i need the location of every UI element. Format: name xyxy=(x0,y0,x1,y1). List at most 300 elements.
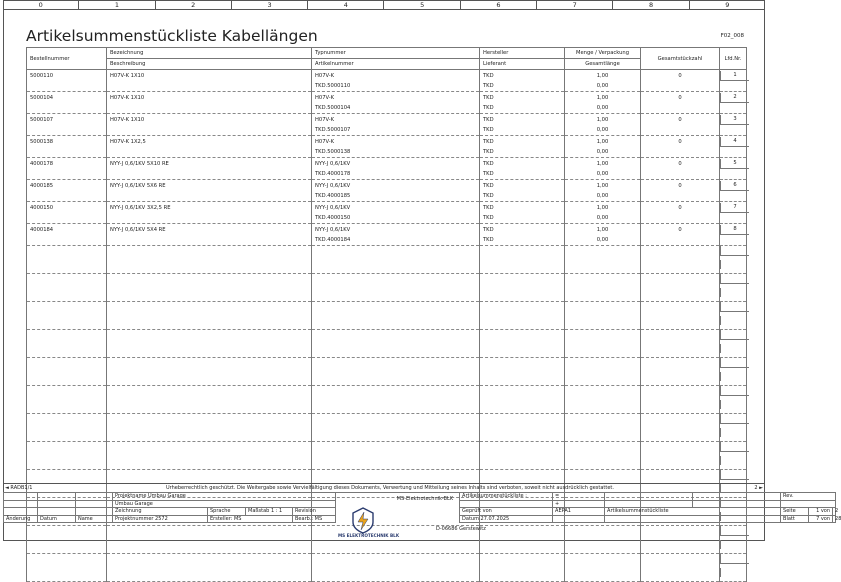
cell-empty xyxy=(107,169,312,180)
cell-empty xyxy=(107,147,312,158)
cell-bestellnummer: 4000150 xyxy=(27,202,107,214)
cell-empty xyxy=(720,316,747,330)
table-row-sub xyxy=(27,191,747,202)
cell-empty xyxy=(107,103,312,114)
cell-hersteller: TKD xyxy=(480,70,565,82)
cell-empty xyxy=(480,260,565,274)
cell-artikelnummer: TKD.5000110 xyxy=(312,81,480,92)
cell-menge: 1,00 xyxy=(565,180,641,192)
company-logo xyxy=(338,506,400,540)
lfdnr-box xyxy=(720,302,749,312)
table-row-sub xyxy=(27,147,747,158)
cell-empty xyxy=(480,540,565,554)
page-title: Artikelsummenstückliste Kabellängen xyxy=(26,27,318,45)
massstab-label: Maßstab 1 : 1 xyxy=(246,508,293,516)
cell-bezeichnung: H07V-K 1X10 xyxy=(107,92,312,104)
cell-empty xyxy=(107,81,312,92)
table-row xyxy=(27,202,747,214)
cell-lfdnr xyxy=(720,224,747,236)
cell-empty xyxy=(312,316,480,330)
cell-empty xyxy=(107,568,312,582)
rev-label: Rev. xyxy=(781,493,836,501)
cell-gesamtlaenge: 0,00 xyxy=(565,103,641,114)
table-row xyxy=(27,158,747,170)
geprueft-label: Geprüft von xyxy=(460,508,553,516)
lfdnr-value: 4 xyxy=(720,137,749,147)
header-hersteller: Hersteller xyxy=(480,48,565,59)
lfdnr-box xyxy=(720,344,749,353)
cell-gesamtlaenge: 0,00 xyxy=(565,169,641,180)
cell-empty xyxy=(480,442,565,457)
cell-empty xyxy=(312,288,480,302)
cell-empty xyxy=(641,428,720,442)
cell-empty xyxy=(641,358,720,373)
ruler-cell: 1 xyxy=(79,0,155,9)
cell-bezeichnung: NYY-J 0,6/1KV 5X10 RE xyxy=(107,158,312,170)
cell-empty xyxy=(312,554,480,569)
cell-empty xyxy=(641,344,720,358)
cell-empty xyxy=(480,344,565,358)
cell-empty xyxy=(565,554,641,569)
name-col-label: Name xyxy=(76,515,113,523)
cell-hersteller: TKD xyxy=(480,224,565,236)
cell-gesamtlaenge: 0,00 xyxy=(565,125,641,136)
cell-empty xyxy=(480,302,565,317)
lfdnr-box xyxy=(720,568,749,577)
cell-empty xyxy=(312,568,480,582)
table-row-sub xyxy=(27,169,747,180)
empty-row xyxy=(27,330,747,345)
cell-empty xyxy=(720,540,747,554)
cell-empty xyxy=(27,260,107,274)
cell-empty xyxy=(720,246,747,261)
lfdnr-value: 3 xyxy=(720,115,749,125)
cell-empty xyxy=(27,456,107,470)
cell-menge: 1,00 xyxy=(565,136,641,148)
blatt-value: 7 von xyxy=(809,515,833,523)
cell-gesamtlaenge: 0,00 xyxy=(565,81,641,92)
cell-empty xyxy=(107,442,312,457)
cell-lfdnr xyxy=(720,70,747,82)
cell-empty xyxy=(480,526,565,541)
cell-empty xyxy=(312,442,480,457)
cell-gesamtstueckzahl: 0 xyxy=(641,158,720,170)
cell-empty xyxy=(107,316,312,330)
logo-text: MS ELEKTROTECHNIK BLK xyxy=(338,533,400,538)
cell-empty xyxy=(720,344,747,358)
cell-empty xyxy=(641,246,720,261)
table-row xyxy=(27,92,747,104)
cell-lieferant: TKD xyxy=(480,213,565,224)
cell-menge: 1,00 xyxy=(565,224,641,236)
empty-row xyxy=(27,372,747,386)
project-name: Projektname Umbau Garage xyxy=(113,493,336,501)
cell-empty xyxy=(720,260,747,274)
lfdnr-box xyxy=(720,386,749,396)
empty-row xyxy=(27,470,747,485)
header-lieferant: Lieferant xyxy=(480,59,565,70)
cell-empty xyxy=(720,302,747,317)
cell-empty xyxy=(312,428,480,442)
cell-artikelnummer: TKD.4000150 xyxy=(312,213,480,224)
cell-empty xyxy=(107,526,312,541)
cell-gesamtstueckzahl: 0 xyxy=(641,70,720,82)
cell-empty xyxy=(565,358,641,373)
ruler-cell: 0 xyxy=(3,0,79,9)
empty-row xyxy=(27,316,747,330)
prev-page-link[interactable]: ◄ RADB1/1 xyxy=(5,485,33,491)
cell-gesamtlaenge: 0,00 xyxy=(565,235,641,246)
empty-row xyxy=(27,414,747,429)
cell-empty xyxy=(641,147,720,158)
cell-empty xyxy=(565,526,641,541)
table-row xyxy=(27,180,747,192)
cell-empty xyxy=(27,147,107,158)
cell-empty xyxy=(480,400,565,414)
cell-lfdnr xyxy=(720,136,747,148)
header-bezeichnung: Bezeichnung xyxy=(107,48,312,59)
cell-empty xyxy=(480,456,565,470)
cell-empty xyxy=(720,103,747,114)
cell-empty xyxy=(720,568,747,582)
cell-empty xyxy=(565,246,641,261)
aepa-value: AEPA1 xyxy=(553,508,605,516)
cell-empty xyxy=(720,372,747,386)
cell-empty xyxy=(107,400,312,414)
cell-empty xyxy=(641,169,720,180)
table-row-sub xyxy=(27,103,747,114)
cell-empty xyxy=(27,386,107,401)
cell-lieferant: TKD xyxy=(480,81,565,92)
empty-row xyxy=(27,400,747,414)
cell-lfdnr xyxy=(720,92,747,104)
cell-hersteller: TKD xyxy=(480,114,565,126)
lfdnr-box xyxy=(720,274,749,284)
cell-empty xyxy=(27,246,107,261)
ruler-cell: 6 xyxy=(461,0,537,9)
cell-artikelnummer: TKD.4000184 xyxy=(312,235,480,246)
cell-empty xyxy=(641,386,720,401)
cell-bestellnummer: 4000184 xyxy=(27,224,107,236)
cell-empty xyxy=(720,470,747,485)
empty-row xyxy=(27,554,747,569)
cell-hersteller: TKD xyxy=(480,202,565,214)
cell-empty xyxy=(480,358,565,373)
cell-empty xyxy=(720,386,747,401)
cell-empty xyxy=(312,358,480,373)
cell-empty xyxy=(107,125,312,136)
cell-menge: 1,00 xyxy=(565,202,641,214)
lfdnr-box xyxy=(720,442,749,452)
cell-bestellnummer: 5000138 xyxy=(27,136,107,148)
cell-empty xyxy=(107,213,312,224)
cell-empty xyxy=(312,302,480,317)
cell-empty xyxy=(107,554,312,569)
cell-empty xyxy=(641,302,720,317)
header-lfdnr: Lfd.Nr. xyxy=(720,48,747,70)
cell-artikelnummer: TKD.4000178 xyxy=(312,169,480,180)
empty-row xyxy=(27,260,747,274)
empty-row xyxy=(27,358,747,373)
empty-row xyxy=(27,246,747,261)
lfdnr-box xyxy=(720,526,749,536)
cell-typnummer: H07V-K xyxy=(312,70,480,82)
cell-hersteller: TKD xyxy=(480,158,565,170)
cell-lieferant: TKD xyxy=(480,191,565,202)
lfdnr-box xyxy=(720,358,749,368)
cell-lieferant: TKD xyxy=(480,103,565,114)
seite-total: 2 xyxy=(833,508,836,516)
cell-empty xyxy=(720,330,747,345)
table-row-sub xyxy=(27,235,747,246)
cell-gesamtstueckzahl: 0 xyxy=(641,92,720,104)
table-header-row-2 xyxy=(27,59,747,70)
cell-empty xyxy=(720,456,747,470)
cell-empty xyxy=(641,470,720,485)
cell-empty xyxy=(27,330,107,345)
cell-empty xyxy=(565,302,641,317)
cell-empty xyxy=(720,81,747,92)
sprache-label: Sprache xyxy=(208,508,246,516)
cell-empty xyxy=(27,235,107,246)
cell-lieferant: TKD xyxy=(480,125,565,136)
cell-empty xyxy=(312,344,480,358)
empty-row xyxy=(27,540,747,554)
cell-empty xyxy=(720,125,747,136)
cell-typnummer: NYY-J 0,6/1KV xyxy=(312,158,480,170)
artikel-sum: Artikelsummenstückliste xyxy=(605,508,781,516)
header-gesamtstueckzahl: Gesamtstückzahl xyxy=(641,48,720,70)
lfdnr-value: 8 xyxy=(720,225,749,235)
cell-bestellnummer: 5000107 xyxy=(27,114,107,126)
company-address: D-06686 Gerstewitz xyxy=(436,526,486,532)
cell-empty xyxy=(107,372,312,386)
header-menge: Menge / Verpackung xyxy=(565,48,641,59)
cell-empty xyxy=(641,81,720,92)
cell-empty xyxy=(480,386,565,401)
ersteller: Ersteller: MS xyxy=(208,515,293,523)
aenderung-label: Änderung xyxy=(4,515,38,523)
seite-label: Seite xyxy=(781,508,809,516)
cell-empty xyxy=(565,386,641,401)
cell-empty xyxy=(480,316,565,330)
cell-empty xyxy=(720,288,747,302)
lfdnr-box xyxy=(720,288,749,297)
cell-empty xyxy=(565,344,641,358)
cell-empty xyxy=(107,246,312,261)
cell-hersteller: TKD xyxy=(480,136,565,148)
header-artikelnummer: Artikelnummer xyxy=(312,59,480,70)
project-sub: Umbau Garage xyxy=(113,500,336,508)
cell-gesamtlaenge: 0,00 xyxy=(565,147,641,158)
cell-empty xyxy=(641,330,720,345)
cell-artikelnummer: TKD.4000185 xyxy=(312,191,480,202)
zeichnung-label: Zeichnung xyxy=(113,508,208,516)
header-bestellnummer: Bestellnummer xyxy=(27,48,107,70)
lfdnr-value: 5 xyxy=(720,159,749,169)
cell-empty xyxy=(641,103,720,114)
cell-bezeichnung: NYY-J 0,6/1KV 5X4 RE xyxy=(107,224,312,236)
table-row xyxy=(27,224,747,236)
empty-row xyxy=(27,274,747,289)
header-gesamtlaenge: Gesamtlänge xyxy=(565,59,641,70)
cell-empty xyxy=(480,246,565,261)
cell-empty xyxy=(312,414,480,429)
cell-empty xyxy=(565,316,641,330)
cell-empty xyxy=(565,330,641,345)
empty-row xyxy=(27,456,747,470)
lfdnr-box xyxy=(720,372,749,381)
cell-empty xyxy=(720,400,747,414)
table-row xyxy=(27,114,747,126)
lfdnr-box xyxy=(720,316,749,325)
cell-typnummer: H07V-K xyxy=(312,136,480,148)
cell-empty xyxy=(641,540,720,554)
cell-empty xyxy=(107,358,312,373)
lfdnr-box xyxy=(720,456,749,465)
cell-empty xyxy=(720,274,747,289)
cell-empty xyxy=(312,400,480,414)
cell-empty xyxy=(27,554,107,569)
cell-empty xyxy=(641,554,720,569)
cell-lfdnr xyxy=(720,202,747,214)
cell-bestellnummer: 4000185 xyxy=(27,180,107,192)
cell-gesamtlaenge: 0,00 xyxy=(565,213,641,224)
cell-empty xyxy=(480,372,565,386)
cell-menge: 1,00 xyxy=(565,114,641,126)
cell-empty xyxy=(565,372,641,386)
form-code: F02_008 xyxy=(720,33,744,39)
cell-empty xyxy=(107,288,312,302)
empty-row xyxy=(27,302,747,317)
cell-empty xyxy=(565,274,641,289)
cell-gesamtstueckzahl: 0 xyxy=(641,224,720,236)
cell-empty xyxy=(27,428,107,442)
cell-empty xyxy=(480,330,565,345)
cell-empty xyxy=(27,358,107,373)
ruler-cell: 7 xyxy=(537,0,613,9)
cell-empty xyxy=(720,554,747,569)
cell-empty xyxy=(312,386,480,401)
empty-row xyxy=(27,428,747,442)
cell-empty xyxy=(565,288,641,302)
cell-bezeichnung: H07V-K 1X10 xyxy=(107,114,312,126)
lfdnr-box xyxy=(720,428,749,437)
cell-gesamtlaenge: 0,00 xyxy=(565,191,641,202)
cell-empty xyxy=(720,213,747,224)
cell-empty xyxy=(27,125,107,136)
cell-empty xyxy=(27,372,107,386)
cell-empty xyxy=(27,288,107,302)
cell-bezeichnung: NYY-J 0,6/1KV 3X2,5 RE xyxy=(107,202,312,214)
cell-gesamtstueckzahl: 0 xyxy=(641,136,720,148)
cell-hersteller: TKD xyxy=(480,180,565,192)
empty-row xyxy=(27,288,747,302)
cell-empty xyxy=(720,235,747,246)
cell-empty xyxy=(480,428,565,442)
cell-empty xyxy=(565,470,641,485)
cell-empty xyxy=(107,260,312,274)
cell-empty xyxy=(27,316,107,330)
cell-empty xyxy=(641,456,720,470)
lfdnr-box xyxy=(720,330,749,340)
cell-empty xyxy=(27,302,107,317)
table-row-sub xyxy=(27,125,747,136)
cell-artikelnummer: TKD.5000107 xyxy=(312,125,480,136)
cell-bezeichnung: NYY-J 0,6/1KV 5X6 RE xyxy=(107,180,312,192)
cell-lfdnr xyxy=(720,114,747,126)
lfdnr-value: 2 xyxy=(720,93,749,103)
empty-row xyxy=(27,344,747,358)
cell-gesamtstueckzahl: 0 xyxy=(641,114,720,126)
cell-empty xyxy=(312,246,480,261)
cell-empty xyxy=(312,274,480,289)
table-row-sub xyxy=(27,213,747,224)
next-page-link[interactable]: 2 ► xyxy=(754,485,763,491)
cell-empty xyxy=(720,147,747,158)
table-row xyxy=(27,70,747,82)
cell-empty xyxy=(641,568,720,582)
company-name: MS-Elektrotechnik-BLK xyxy=(336,493,460,523)
cell-empty xyxy=(641,125,720,136)
cell-typnummer: H07V-K xyxy=(312,92,480,104)
cell-empty xyxy=(27,526,107,541)
ruler-cell: 8 xyxy=(613,0,689,9)
cell-bezeichnung: H07V-K 1X2,5 xyxy=(107,136,312,148)
cell-menge: 1,00 xyxy=(565,70,641,82)
cell-empty xyxy=(27,274,107,289)
cell-empty xyxy=(312,372,480,386)
lfdnr-value: 6 xyxy=(720,181,749,191)
cell-empty xyxy=(565,260,641,274)
lfdnr-value: 7 xyxy=(720,203,749,213)
cell-empty xyxy=(480,274,565,289)
header-typnummer: Typnummer xyxy=(312,48,480,59)
datum-col-label: Datum xyxy=(38,515,76,523)
project-number: Projektnummer 2572 xyxy=(113,515,208,523)
table-row-sub xyxy=(27,81,747,92)
cell-empty xyxy=(312,260,480,274)
ruler-cell: 3 xyxy=(232,0,308,9)
lfdnr-box xyxy=(720,540,749,549)
cell-empty xyxy=(641,288,720,302)
cell-empty xyxy=(641,400,720,414)
cell-empty xyxy=(720,358,747,373)
cell-empty xyxy=(107,274,312,289)
cell-empty xyxy=(565,540,641,554)
cell-empty xyxy=(565,428,641,442)
cell-empty xyxy=(641,526,720,541)
cell-empty xyxy=(641,235,720,246)
cell-empty xyxy=(27,540,107,554)
cell-empty xyxy=(27,103,107,114)
cell-lfdnr xyxy=(720,180,747,192)
cell-empty xyxy=(27,414,107,429)
cell-empty xyxy=(480,568,565,582)
artikel-label: Artikelsummenstückliste : xyxy=(460,493,553,501)
cell-empty xyxy=(641,260,720,274)
seite-value: 1 von xyxy=(809,508,833,516)
cell-bestellnummer: 5000110 xyxy=(27,70,107,82)
cell-empty xyxy=(107,344,312,358)
lfdnr-box xyxy=(720,554,749,564)
cell-empty xyxy=(107,456,312,470)
cell-empty xyxy=(107,386,312,401)
cell-empty xyxy=(565,414,641,429)
cell-empty xyxy=(720,414,747,429)
cell-empty xyxy=(312,456,480,470)
lfdnr-value: 1 xyxy=(720,71,749,81)
